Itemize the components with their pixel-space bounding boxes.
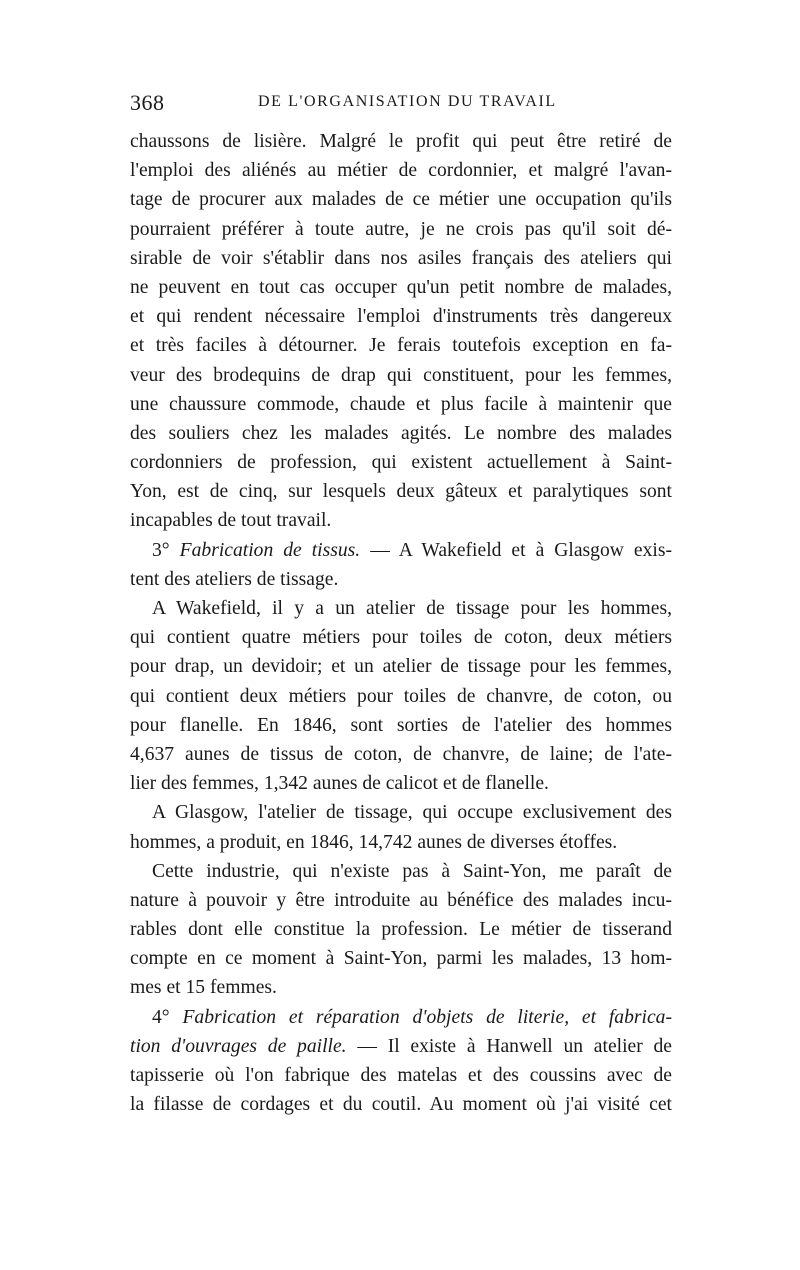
line-text: une chaussure commode, chaude et plus facile à maintenir que xyxy=(130,393,672,415)
line-text: — A Wakefield et à Glasgow exis- xyxy=(360,539,673,561)
line-text: la filasse de cordages et du coutil. Au moment où j'ai visité cet xyxy=(130,1094,672,1116)
line-text: des souliers chez les malades agités. Le nombre des malades xyxy=(130,422,672,444)
text-line xyxy=(130,331,672,360)
text-line xyxy=(130,711,672,740)
line-text: Yon, est de cinq, sur lesquels deux gâteux et paralytiques sont xyxy=(130,481,672,503)
text-line xyxy=(130,273,672,302)
text-line xyxy=(130,156,672,185)
line-text: qui contient quatre métiers pour toiles de coton, deux métiers xyxy=(130,627,672,649)
italic-heading: Fabrication et réparation d'objets de literie, et fabrica- xyxy=(182,1006,672,1028)
line-text: A Wakefield, il y a un atelier de tissage pour les hommes, xyxy=(152,598,672,619)
running-title: DE L'ORGANISATION DU TRAVAIL xyxy=(258,93,557,110)
body-text xyxy=(130,127,672,1119)
text-line xyxy=(130,623,672,652)
page-number: 368 xyxy=(130,90,165,115)
text-line xyxy=(130,1032,672,1061)
text-line xyxy=(130,944,672,973)
line-text: chaussons de lisière. Malgré le profit qui peut être retiré de xyxy=(130,131,672,152)
text-line xyxy=(130,769,672,798)
line-text: tapisserie où l'on fabrique des matelas et des coussins avec de xyxy=(130,1065,672,1086)
text-line xyxy=(130,361,672,390)
line-text: Cette industrie, qui n'existe pas à Saint-Yon, me paraît de xyxy=(152,860,672,882)
text-line xyxy=(130,302,672,331)
text-line xyxy=(130,798,672,827)
section-number: 3° xyxy=(152,539,180,561)
line-text: qui contient deux métiers pour toiles de chanvre, de coton, ou xyxy=(130,685,672,707)
line-text: sirable de voir s'établir dans nos asiles français des ateliers qui xyxy=(130,247,672,269)
line-text: incapables de tout travail. xyxy=(130,510,332,532)
text-line xyxy=(130,565,672,594)
text-line xyxy=(130,857,672,886)
text-line xyxy=(130,1003,672,1032)
text-line xyxy=(130,536,672,565)
running-head xyxy=(130,90,670,120)
line-text: pour flanelle. En 1846, sont sorties de l'atelier des hommes xyxy=(130,714,672,736)
text-line xyxy=(130,419,672,448)
text-line xyxy=(130,740,672,769)
text-line xyxy=(130,652,672,681)
italic-heading: Fabrication de tissus. xyxy=(179,539,361,561)
section-number: 4° xyxy=(152,1006,183,1028)
text-line xyxy=(130,185,672,214)
line-text: et qui rendent nécessaire l'emploi d'instruments très dangereux xyxy=(130,306,672,328)
line-text: hommes, a produit, en 1846, 14,742 aunes de diverses étoffes. xyxy=(130,831,618,853)
line-text: ne peuvent en tout cas occuper qu'un petit nombre de malades, xyxy=(130,276,672,298)
line-text: 4,637 aunes de tissus de coton, de chanvre, de laine; de l'ate- xyxy=(130,743,672,765)
line-text: l'emploi des aliénés au métier de cordonnier, et malgré l'avan- xyxy=(130,160,672,182)
line-text: pourraient préférer à toute autre, je ne crois pas qu'il soit dé- xyxy=(130,218,672,240)
text-line xyxy=(130,973,672,1002)
line-text: veur des brodequins de drap qui constituent, pour les femmes, xyxy=(130,364,672,386)
text-line xyxy=(130,1090,672,1119)
text-line xyxy=(130,390,672,419)
line-text: et très faciles à détourner. Je ferais toutefois exception en fa- xyxy=(130,335,672,357)
line-text: A Glasgow, l'atelier de tissage, qui occupe exclusivement des xyxy=(152,802,672,824)
line-text: tent des ateliers de tissage. xyxy=(130,568,339,590)
text-line xyxy=(130,506,672,535)
text-line xyxy=(130,828,672,857)
text-line xyxy=(130,594,672,623)
line-text: compte en ce moment à Saint-Yon, parmi les malades, 13 hom- xyxy=(130,948,672,970)
text-line xyxy=(130,215,672,244)
line-text: tage de procurer aux malades de ce métier une occupation qu'ils xyxy=(130,189,672,211)
text-line xyxy=(130,244,672,273)
line-text: lier des femmes, 1,342 aunes de calicot et de flanelle. xyxy=(130,773,549,795)
line-text: cordonniers de profession, qui existent actuellement à Saint- xyxy=(130,452,672,474)
text-line xyxy=(130,448,672,477)
text-line xyxy=(130,1061,672,1090)
text-line xyxy=(130,477,672,506)
text-line xyxy=(130,682,672,711)
line-text: — Il existe à Hanwell un atelier de xyxy=(346,1035,673,1057)
text-line xyxy=(130,127,672,156)
text-line xyxy=(130,915,672,944)
line-text: pour drap, un devidoir; et un atelier de tissage pour les femmes, xyxy=(130,656,672,678)
line-text: rables dont elle constitue la profession. Le métier de tisserand xyxy=(130,919,672,941)
italic-heading: tion d'ouvrages de paille. xyxy=(130,1035,347,1057)
line-text: mes et 15 femmes. xyxy=(130,977,277,999)
text-line xyxy=(130,886,672,915)
line-text: nature à pouvoir y être introduite au bénéfice des malades incu- xyxy=(130,889,672,911)
